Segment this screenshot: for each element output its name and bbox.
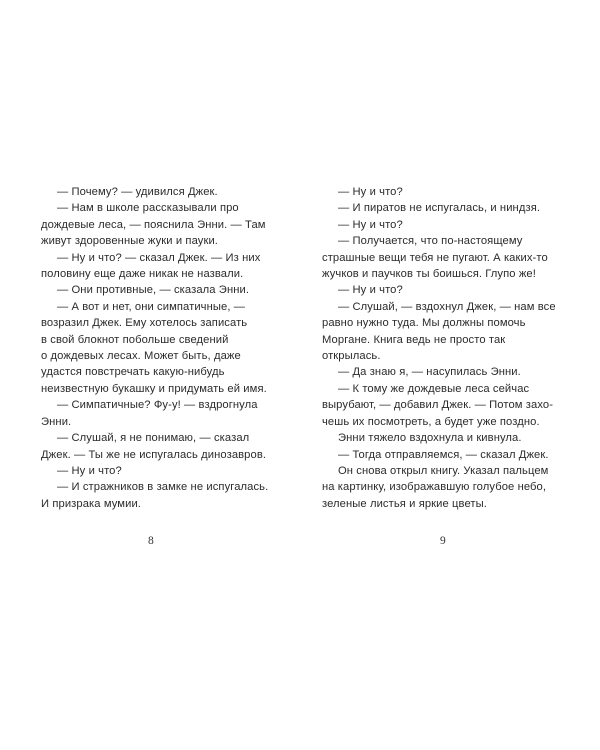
text-line: — К тому же дождевые леса сейчас — [338, 382, 530, 395]
text-line: о дождевых лесах. Может быть, даже — [41, 350, 241, 363]
text-line: равно нужно туда. Мы должны помочь — [322, 317, 526, 330]
text-line: — Ну и что? — [57, 464, 122, 477]
text-line: — Ну и что? — [338, 284, 403, 297]
text-line: зеленые листья и яркие цветы. — [322, 497, 488, 510]
left-page-text — [41, 184, 276, 512]
right-page-text — [322, 184, 562, 512]
text-line: на картинку, изображавшую голубое небо, — [322, 481, 547, 494]
text-line: половину еще даже никак не назвали. — [41, 268, 244, 281]
text-line: Он снова открыл книгу. Указал пальцем — [338, 464, 549, 477]
text-line: — Тогда отправляемся, — сказал Джек. — [338, 448, 549, 461]
text-line: — Получается, что по-настоящему — [338, 235, 523, 248]
text-line: — И стражников в замке не испугалась. — [57, 481, 269, 494]
text-line: Энни. — [41, 415, 72, 428]
text-line: — Ну и что? — сказал Джек. — Из них — [57, 251, 261, 264]
text-line: — Симпатичные? Фу-у! — вздрогнула — [57, 399, 258, 412]
text-line: — Слушай, — вздохнул Джек, — нам все — [338, 300, 556, 313]
text-line: Энни тяжело вздохнула и кивнула. — [338, 432, 522, 445]
text-line: неизвестную букашку и придумать ей имя. — [41, 382, 267, 395]
left-page-number: 8 — [148, 535, 154, 547]
text-line: — Да знаю я, — насупилась Энни. — [338, 366, 521, 379]
text-line: — Ну и что? — [338, 218, 403, 231]
text-line: жучков и паучков ты боишься. Глупо же! — [322, 268, 536, 281]
text-line: чешь их посмотреть, а будет уже поздно. — [322, 415, 540, 428]
text-line: — А вот и нет, они симпатичные, — — [57, 300, 246, 313]
text-line: — Слушай, я не понимаю, — сказал — [57, 432, 250, 445]
text-line: Моргане. Книга ведь не просто так — [322, 333, 506, 346]
right-page — [300, 0, 600, 750]
text-line: открылась. — [322, 350, 381, 363]
right-page-number: 9 — [440, 535, 446, 547]
text-line: удастся повстречать какую-нибудь — [41, 366, 225, 379]
text-line: И призрака мумии. — [41, 497, 142, 510]
text-line: возразил Джек. Ему хотелось записать — [41, 317, 248, 330]
text-line: — Почему? — удивился Джек. — [57, 186, 218, 198]
text-line: в свой блокнот побольше сведений — [41, 333, 229, 346]
text-line: дождевые леса, — пояснила Энни. — Там — [41, 218, 266, 231]
text-line: вырубают, — добавил Джек. — Потом захо- — [322, 399, 554, 412]
text-line: — Они противные, — сказала Энни. — [57, 284, 250, 297]
text-line: — Ну и что? — [338, 186, 403, 198]
text-line: Джек. — Ты же не испугалась динозавров. — [41, 448, 267, 461]
text-line: — Нам в школе рассказывали про — [57, 202, 239, 215]
text-line: страшные вещи тебя не пугают. А каких-то — [322, 251, 548, 264]
text-line: живут здоровенные жуки и пауки. — [41, 235, 219, 248]
text-line: — И пиратов не испугалась, и ниндзя. — [338, 202, 541, 215]
